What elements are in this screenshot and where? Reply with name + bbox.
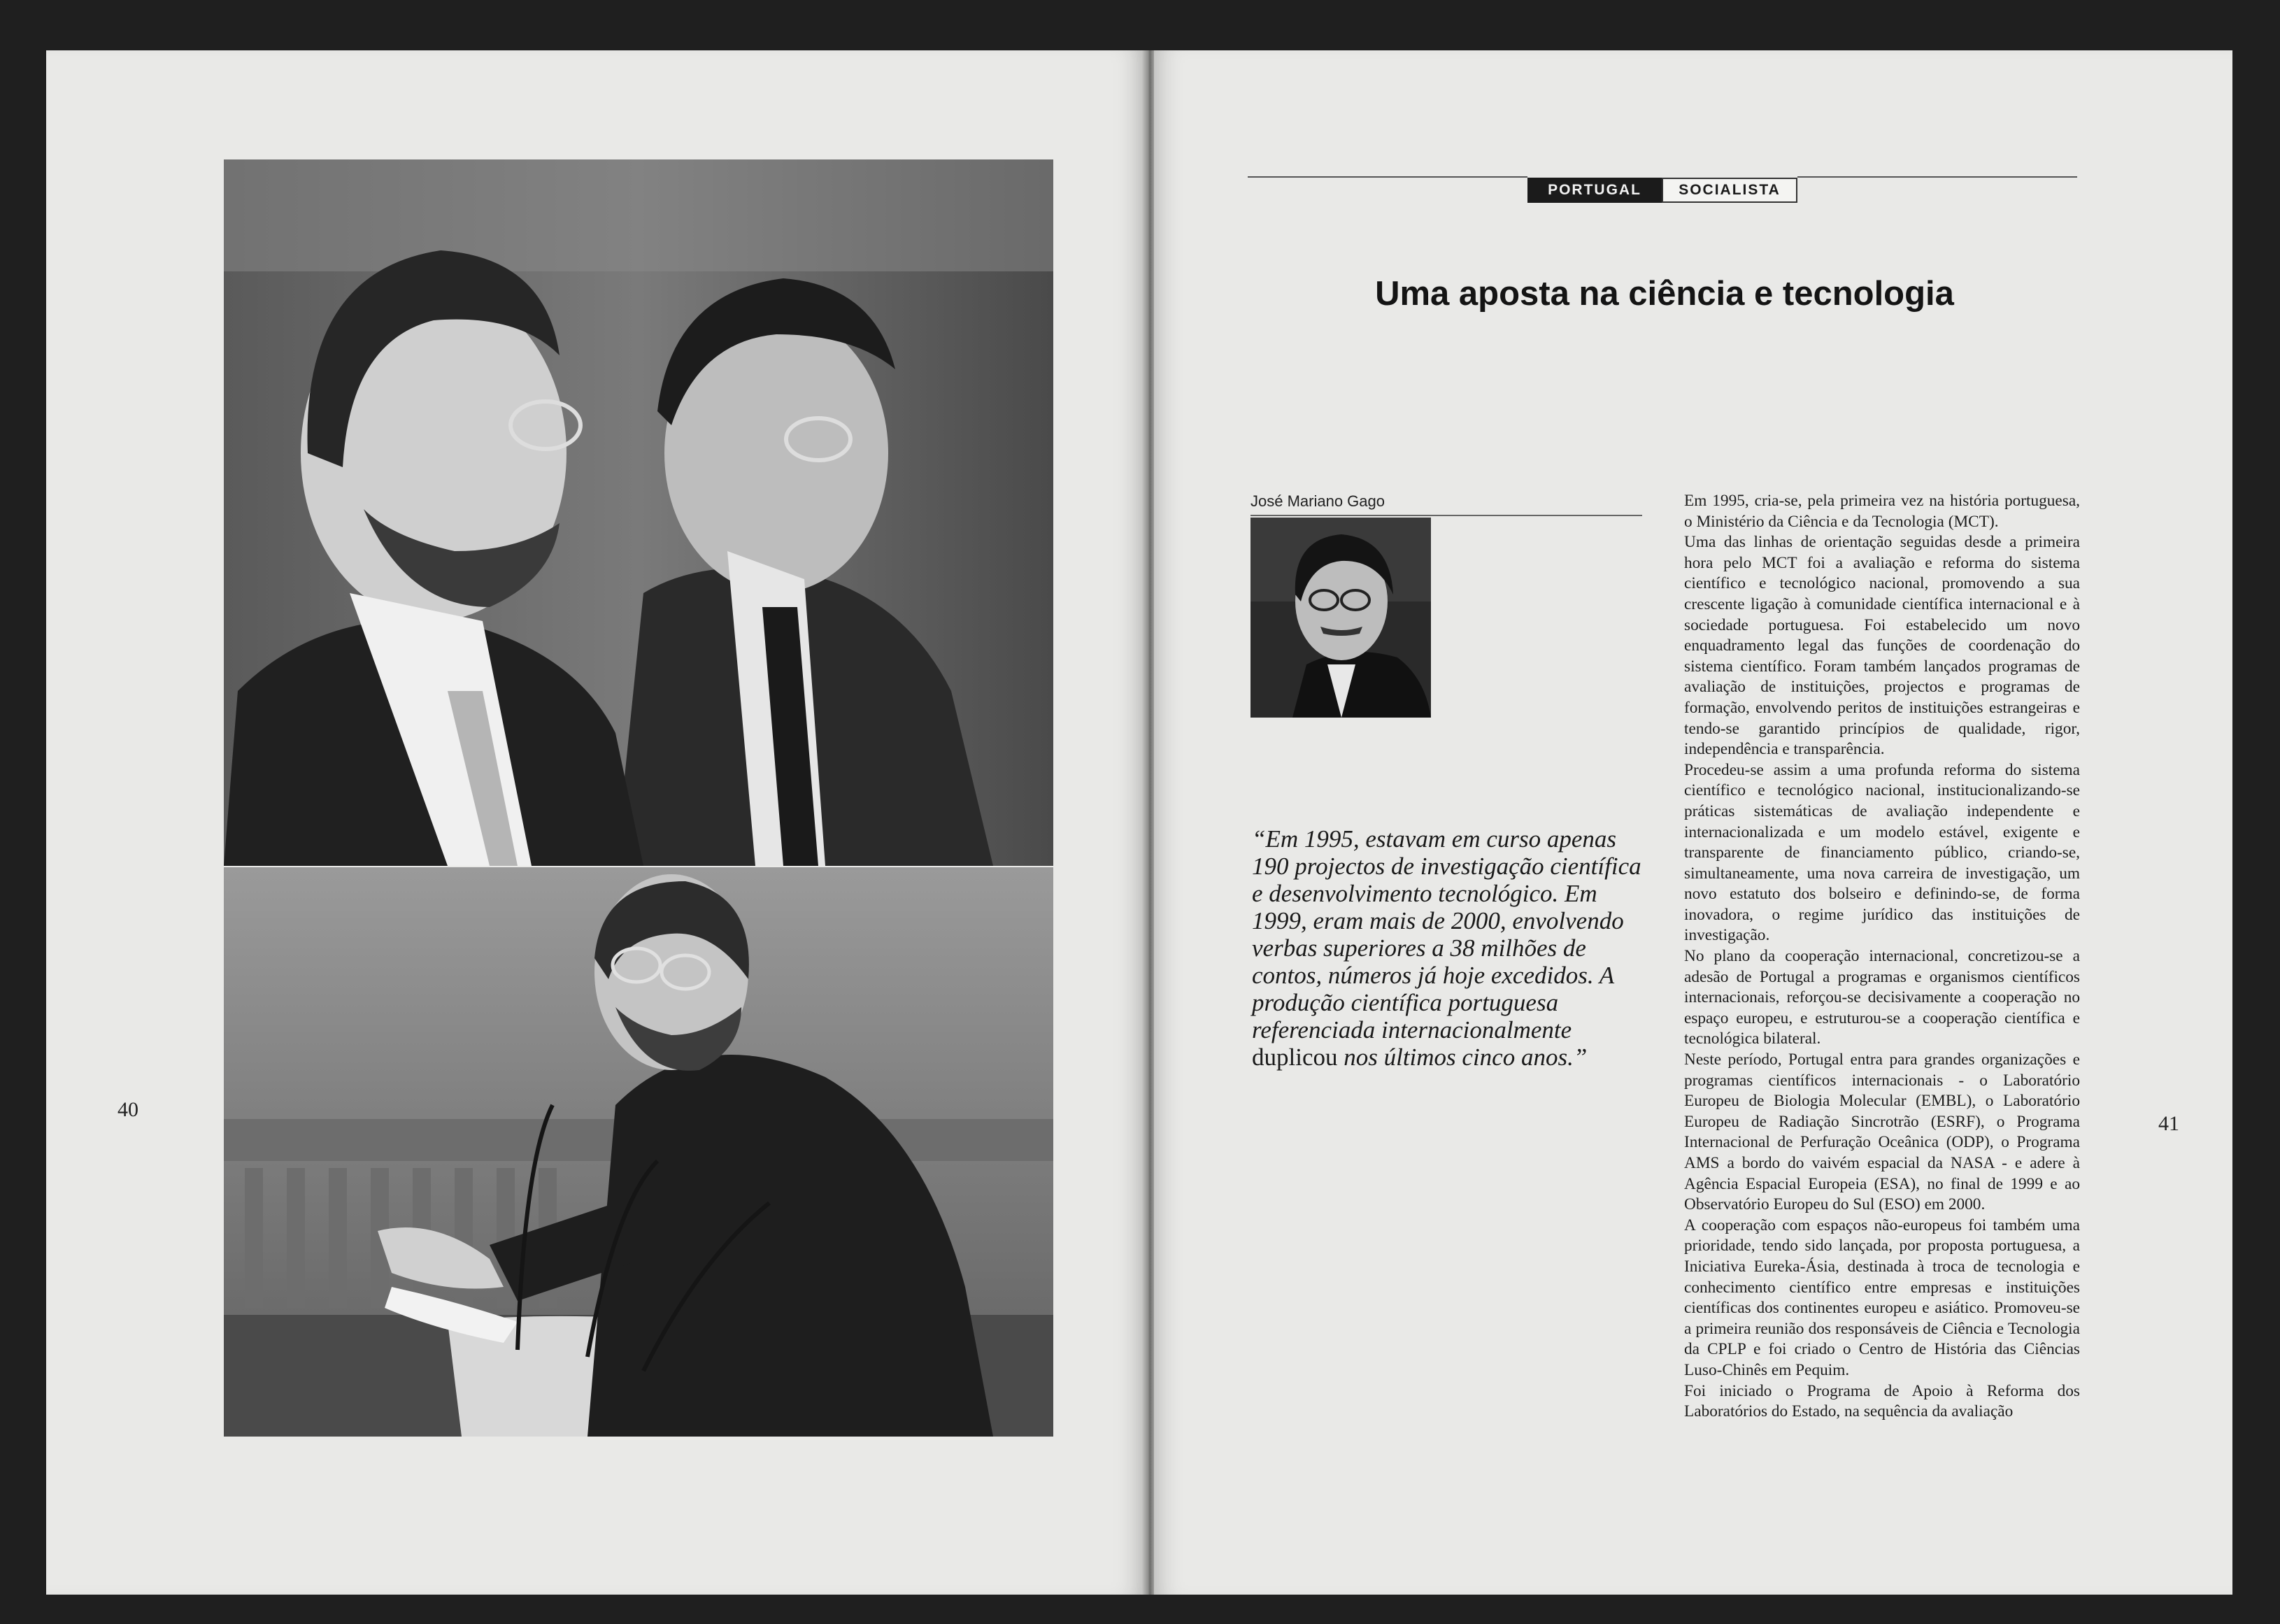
- body-paragraph: No plano da cooperação internacional, concretizou-se a adesão de Portugal a programas e organismos científicos internacionais, reforçou-se decisivamente a cooperação no espaço europeu, e estruturou-se a cooperação científica e tecnológica bilateral.: [1684, 947, 2080, 1048]
- pull-quote: [1252, 825, 1644, 1071]
- header-rule-left: [1248, 176, 1527, 178]
- pull-quote-tail: nos últimos cinco anos.”: [1344, 1044, 1588, 1071]
- author-portrait-photo: [1251, 518, 1431, 718]
- pull-quote-upright-word: duplicou: [1252, 1044, 1338, 1071]
- article-title: Uma aposta na ciência e tecnologia: [1375, 275, 1954, 313]
- pull-quote-lead: “Em 1995, estavam em curso apenas 190 projectos de investigação científica e desenvolvimento tecnológico. Em 1999, eram mais de 2000, envolvendo verbas superiores a 38 milhões de contos, números já hoje excedidos. A produção científica portuguesa referenciada internacionalmente: [1252, 825, 1641, 1044]
- author-name: José Mariano Gago: [1251, 492, 1385, 510]
- body-paragraph: Uma das linhas de orientação seguidas desde a primeira hora pelo MCT foi a avaliação e reforma do sistema científico e tecnológico nacional, promovendo a sua crescente ligação à comunidade científica internacional e à sociedade portuguesa. Foi estabelecido um novo enquadramento legal das funções de coordenação do sistema científico. Foram também lançados programas de avaliação de instituições, projectos e programas de formação, envolvendo peritos de instituições estrangeiras e tendo-se garantido princípios de qualidade, rigor, independência e transparência.: [1684, 533, 2080, 759]
- photo-man-at-podium: [224, 867, 1053, 1437]
- body-paragraph: Neste período, Portugal entra para grandes organizações e programas científicos internacionais - o Laboratório Europeu de Biologia Molecular (EMBL), o Laboratório Europeu de Radiação Sincrotrão (ESRF), o Programa Internacional de Perfuração Oceânica (ODP), o Programa AMS a bordo do vaivém espacial da NASA - e adere à Agência Espacial Europeia (ESA), no final de 1999 e ao Observatório Europeu do Sul (ESO) em 2000.: [1684, 1050, 2080, 1214]
- body-paragraph: A cooperação com espaços não-europeus foi também uma prioridade, tendo sido lançada, por proposta portuguesa, a Iniciativa Eureka-Ásia, destinada à troca de tecnologia e conhecimento científico entre empresas e instituições científicas dos continentes europeu e asiático. Promoveu-se a primeira reunião dos responsáveis de Ciência e Tecnologia da CPLP e foi criado o Centro de História das Ciências Luso-Chinês em Pequim.: [1684, 1216, 2080, 1379]
- body-paragraph: Em 1995, cria-se, pela primeira vez na história portuguesa, o Ministério da Ciência e da Tecnologia (MCT).: [1684, 492, 2080, 531]
- section-tag-socialista: SOCIALISTA: [1662, 178, 1797, 203]
- page-number-left: 40: [117, 1098, 138, 1121]
- article-body: [1684, 491, 2080, 1423]
- author-rule: [1251, 515, 1642, 516]
- photo-two-men-seated: [224, 159, 1053, 866]
- section-tag-portugal: PORTUGAL: [1527, 178, 1662, 203]
- body-paragraph: Procedeu-se assim a uma profunda reforma do sistema científico e tecnológico nacional, institucionalizando-se práticas sistemáticas de avaliação independente e internacionalizada e um modelo estável, exigente e transparente de financiamento público, criando-se, simultaneamente, uma nova carreira de investigação, um novo estatuto dos bolseiro e definindo-se, de forma inovadora, o regime jurídico das instituições de investigação.: [1684, 760, 2080, 945]
- body-paragraph: Foi iniciado o Programa de Apoio à Reforma dos Laboratórios do Estado, na sequência da avaliação: [1684, 1381, 2080, 1421]
- page-number-right: 41: [2158, 1112, 2179, 1135]
- header-rule-right: [1797, 176, 2077, 178]
